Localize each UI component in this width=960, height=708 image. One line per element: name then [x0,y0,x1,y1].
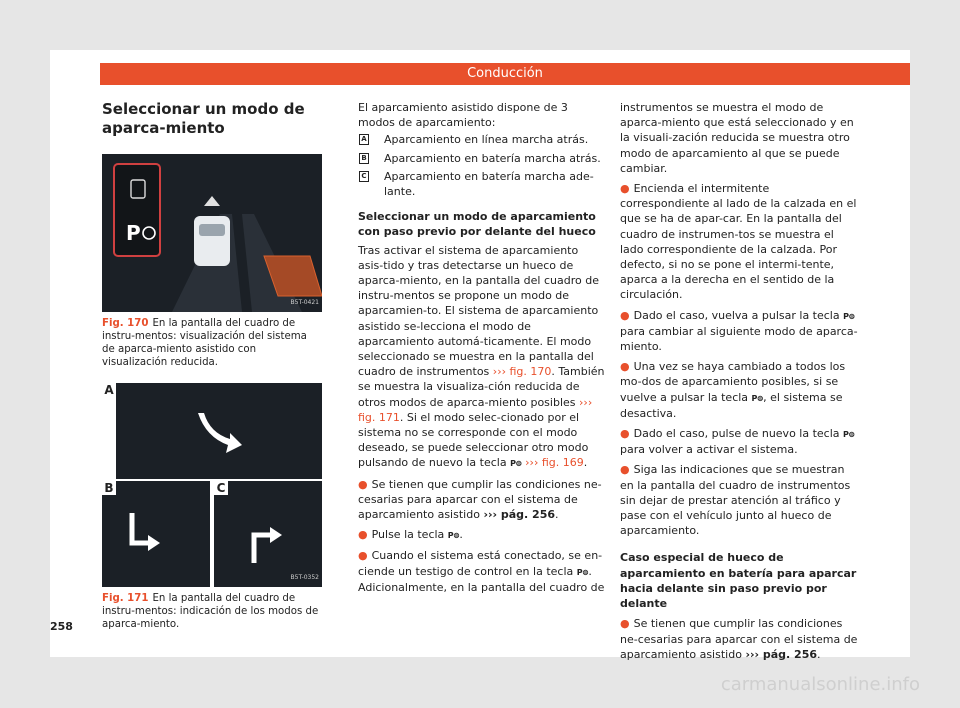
park-assist-key-icon: P⊜ [843,311,855,321]
bullet-follow-instructions [620,462,860,538]
link-pag-256[interactable]: ››› pág. 256 [483,508,556,522]
bullet-conditions-text: Se tienen que cumplir las condiciones ne-cesarias para aparcar con el sistema de aparcamiento asistido [358,477,602,522]
para1b-text: . También se muestra la visualiza-ción reducida de otros modos de aparca-miento posibles [358,365,605,409]
option-b [358,151,606,166]
column-right [620,100,860,662]
figure-170-label: Fig. 170 [102,318,149,329]
footer-watermark: carmanualsonline.info [720,674,920,695]
chapter-header: Conducción [100,63,910,85]
bullet-conditions: ● Se tienen que cumplir las condiciones ne-cesarias para aparcar con el sistema de aparcamiento asistido ››› pág. 256. [358,477,602,522]
figure-170 [102,154,322,312]
section-title: Seleccionar un modo de aparca-miento [102,100,305,137]
intro-paragraph: El aparcamiento asistido dispone de 3 modos de aparcamiento: [358,101,568,130]
para1d-text: . [583,456,588,470]
option-c-key: C [359,171,369,182]
page-number: 258 [50,620,73,633]
bullet-press-again-text-b: para cambiar al siguiente modo de aparca-miento. [620,324,858,354]
para1-text: Tras activar el sistema de aparcamiento asis-tido y tras detectarse un hueco de aparca-miento, en la pantalla del cuadro de instru-mentos se propone un modo de aparcamien-to. El sistema de aparcamiento asistido se-lecciona el modo de aparcamiento automá-ticamente. El modo seleccionado se muestra en la pantalla del cuadro de instrumentos [358,243,599,379]
page [50,50,910,661]
subheading-special-case: Caso especial de hueco de aparcamiento en batería para aparcar hacia delante sin paso previo por delante [620,551,857,611]
option-a-text: Aparcamiento en línea marcha atrás. [384,133,589,147]
bullet-system-connected-text: Cuando el sistema está conectado, se en-ciende un testigo de control en la tecla [358,549,603,578]
bullet-indicator-text: Encienda el intermitente correspondiente al lado de la calzada en el que se ha de apar-car. En la pantalla del cuadro de instrumen-tos se muestra el lado correspondiente de la calzada. Por defecto, si no se pone el intermi-tente, aparca a la derecha en el sentido de la circulación. [620,182,857,302]
link-fig-170[interactable]: ››› fig. 170 [492,365,552,379]
bullet-dot: ● [358,549,368,563]
bullet-reactivate [620,426,860,457]
option-a [358,132,606,147]
option-c-text: Aparcamiento en batería marcha ade-lante. [384,169,594,199]
figure-171-caption [102,592,322,631]
link-pag-256-b[interactable]: ››› pág. 256 [745,647,818,661]
figure-170-caption-text: En la pantalla del cuadro de instru-mentos: visualización del sistema de aparca-miento asistido con visualización reducida. [102,318,307,368]
option-b-key: B [359,153,369,164]
bullet-dot: ● [620,360,630,374]
bullet-system-connected [358,548,606,595]
bullet-reactivate-text-b: para volver a activar el sistema. [620,443,798,457]
bullet-reactivate-text: Dado el caso, pulse de nuevo la tecla [633,427,840,441]
figure-171 [102,383,322,587]
bullet-deactivate-text: Una vez se haya cambiado a todos los mo-dos de aparcamiento posibles, si se vuelve a pulsar la tecla [620,360,846,404]
bullet-dot: ● [358,477,368,491]
park-assist-key-icon: P⊜ [510,459,522,469]
figure-171-label: Fig. 171 [102,593,149,604]
column-middle [358,100,606,595]
bullet-system-connected-text-b: . Adicionalmente, en la pantalla del cuadro de [358,564,605,594]
svg-text:P: P [126,221,141,245]
bullet-press-key: ● Pulse la tecla P⊜. [358,527,606,543]
figure-171-illustration [102,383,322,587]
bullet-dot: ● [620,463,630,477]
bullet-deactivate-text-b: , el sistema se desactiva. [620,390,843,420]
option-c [358,169,606,199]
figure-171-panel-a: A [102,383,116,397]
subheading-select-mode: Seleccionar un modo de aparcamiento con paso previo por delante del hueco [358,210,596,239]
figure-171-panel-c: C [214,481,228,495]
bullet-dot: ● [620,182,630,196]
bullet-follow-instructions-text: Siga las indicaciones que se muestran en la pantalla del cuadro de instrumentos sin dejar de prestar atención al tráfico y pase con el vehículo junto al hueco de aparcamiento. [620,463,851,538]
figure-170-caption [102,317,322,369]
bullet-dot: ● [358,528,368,542]
option-a-key: A [359,134,369,145]
bullet-dot: ● [620,617,630,631]
bullet-special-conditions-text: Se tienen que cumplir las condiciones ne-cesarias para aparcar con el sistema de aparcamiento asistido [620,617,858,661]
bullet-special-conditions: ● Se tienen que cumplir las condiciones ne-cesarias para aparcar con el sistema de aparcamiento asistido ››› pág. 256. [620,617,858,661]
park-assist-key-icon: P⊜ [751,393,764,403]
option-b-text: Aparcamiento en batería marcha atrás. [384,151,601,165]
bullet-dot: ● [620,427,630,441]
bullet-press-again [620,308,860,355]
park-assist-key-icon: P⊜ [576,567,589,577]
figure-171-caption-text: En la pantalla del cuadro de instru-mentos: indicación de los modos de aparca-miento. [102,593,319,630]
bullet-press-key-text: Pulse la tecla [371,528,445,542]
park-assist-key-icon: P⊜ [843,430,855,440]
figure-170-code: B5T-0421 [290,298,319,306]
bullet-indicator [620,181,860,303]
bullet-dot: ● [620,308,630,322]
park-assist-key-icon: P⊜ [447,531,460,541]
para1c-text: . Si el modo selec-cionado por el sistema no se corresponde con el modo deseado, se puede seleccionar otro modo pulsando de nuevo la tecla [358,410,589,470]
paragraph-select-mode [358,243,606,472]
link-fig-169[interactable]: ››› fig. 169 [525,456,584,470]
figure-170-illustration [102,154,322,312]
link-fig-171[interactable]: ››› fig. 171 [358,395,593,424]
figure-171-panel-b: B [102,481,116,495]
figure-171-code: B5T-0352 [290,573,319,581]
column-left [102,100,322,631]
bullet-press-again-text: Dado el caso, vuelva a pulsar la tecla [633,308,840,322]
bullet-deactivate [620,359,860,421]
continuation-paragraph: instrumentos se muestra el modo de aparca-miento que está seleccionado y en la visuali-zación reducida se muestra otro modo de aparcamiento al que se puede cambiar. [620,101,854,175]
